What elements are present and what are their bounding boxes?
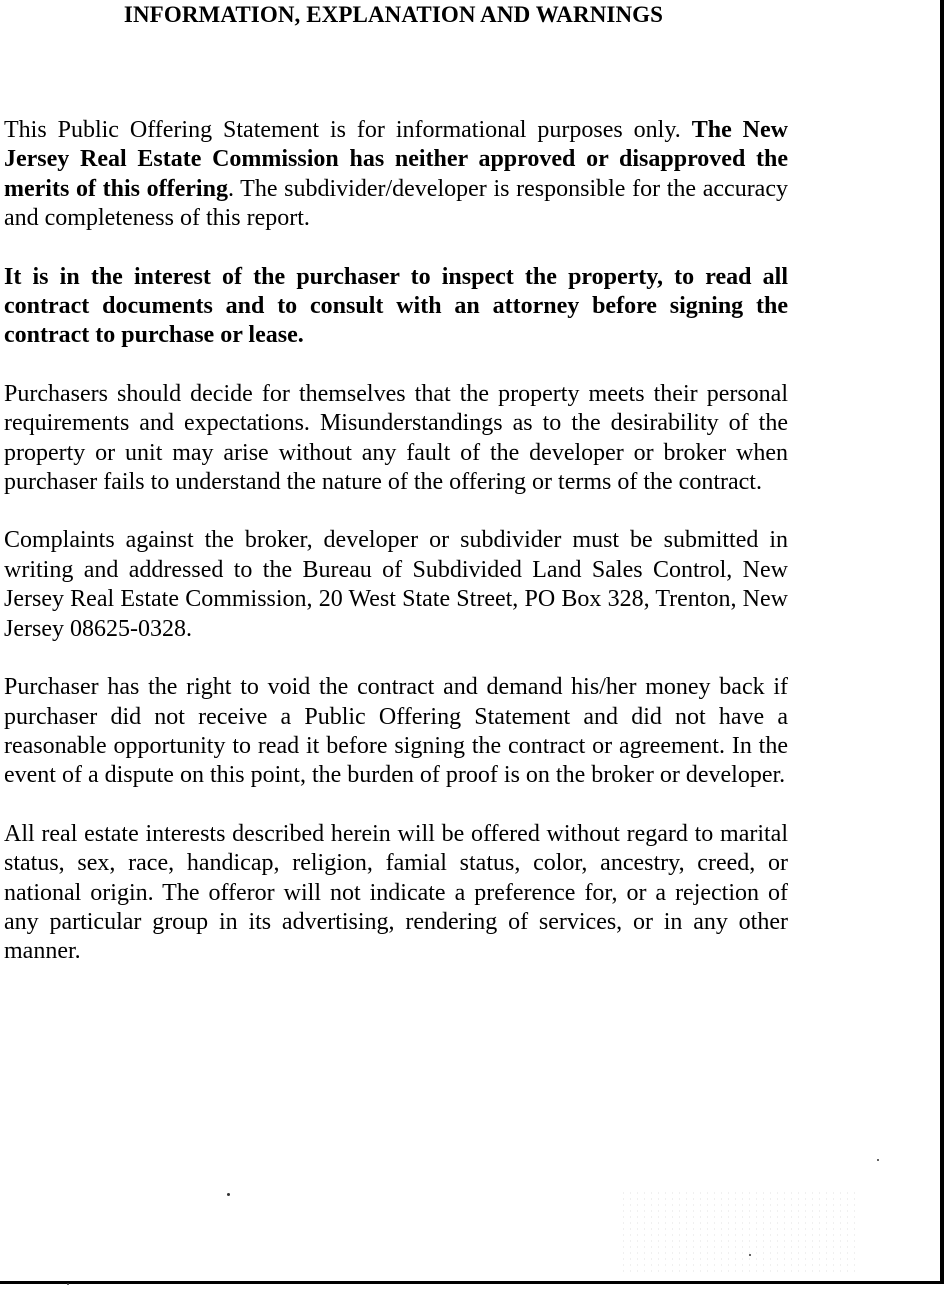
paragraph-purpose-commission-notice: The New Jersey Real Estate Commission has neither approved or disapproved the merits of this offering [4, 117, 789, 202]
paragraph-non-discrimination: All real estate interests described herein will be offered without regard to marital status, sex, race, handicap, religion, famial status, color, ancestry, creed, or national origin. The offeror will not indicate a preference for, or a rejection of any particular group in its advertising, rendering of services, or in any other manner. [4, 820, 788, 965]
bottom-border-rule [0, 1281, 944, 1284]
paragraph-purpose [4, 116, 788, 234]
paragraph-purpose-intro: This Public Offering Statement is for informational purposes only. [4, 117, 692, 143]
paragraph-complaints: Complaints against the broker, developer or subdivider must be submitted in writing and addressed to the Bureau of Subdivided Land Sales Control, New Jersey Real Estate Commission, 20 West State Street, PO Box 328, Trenton, New Jersey 08625-0328. [4, 527, 788, 642]
right-border-rule [940, 0, 944, 1284]
scan-speck [67, 1283, 69, 1285]
page-title: INFORMATION, EXPLANATION AND WARNINGS [123, 2, 664, 27]
scan-noise [620, 1190, 860, 1275]
paragraph-inspection-warning [4, 263, 788, 351]
paragraph-purpose-responsibility: . The subdivider/developer is responsible for the accuracy and completeness of this report. [4, 175, 788, 232]
scan-speck [749, 1254, 751, 1256]
scan-speck [877, 1159, 879, 1161]
paragraph-inspection-warning-text: It is in the interest of the purchaser to inspect the property, to read all contract documents and to consult with an attorney before signing the contract to purchase or lease. [4, 263, 788, 349]
document-body [4, 116, 788, 996]
paragraph-purchaser-decision: Purchasers should decide for themselves that the property meets their personal requirements and expectations. Misunderstandings as to the desirability of the property or unit may arise without any fault of the developer or broker when purchaser fails to understand the nature of the offering or terms of the contract. [4, 380, 788, 496]
scan-speck [227, 1193, 230, 1196]
paragraph-void-right: Purchaser has the right to void the contract and demand his/her money back if purchaser did not receive a Public Offering Statement and did not have a reasonable opportunity to read it before signing the contract or agreement. In the event of a dispute on this point, the burden of proof is on the broker or developer. [4, 674, 788, 789]
